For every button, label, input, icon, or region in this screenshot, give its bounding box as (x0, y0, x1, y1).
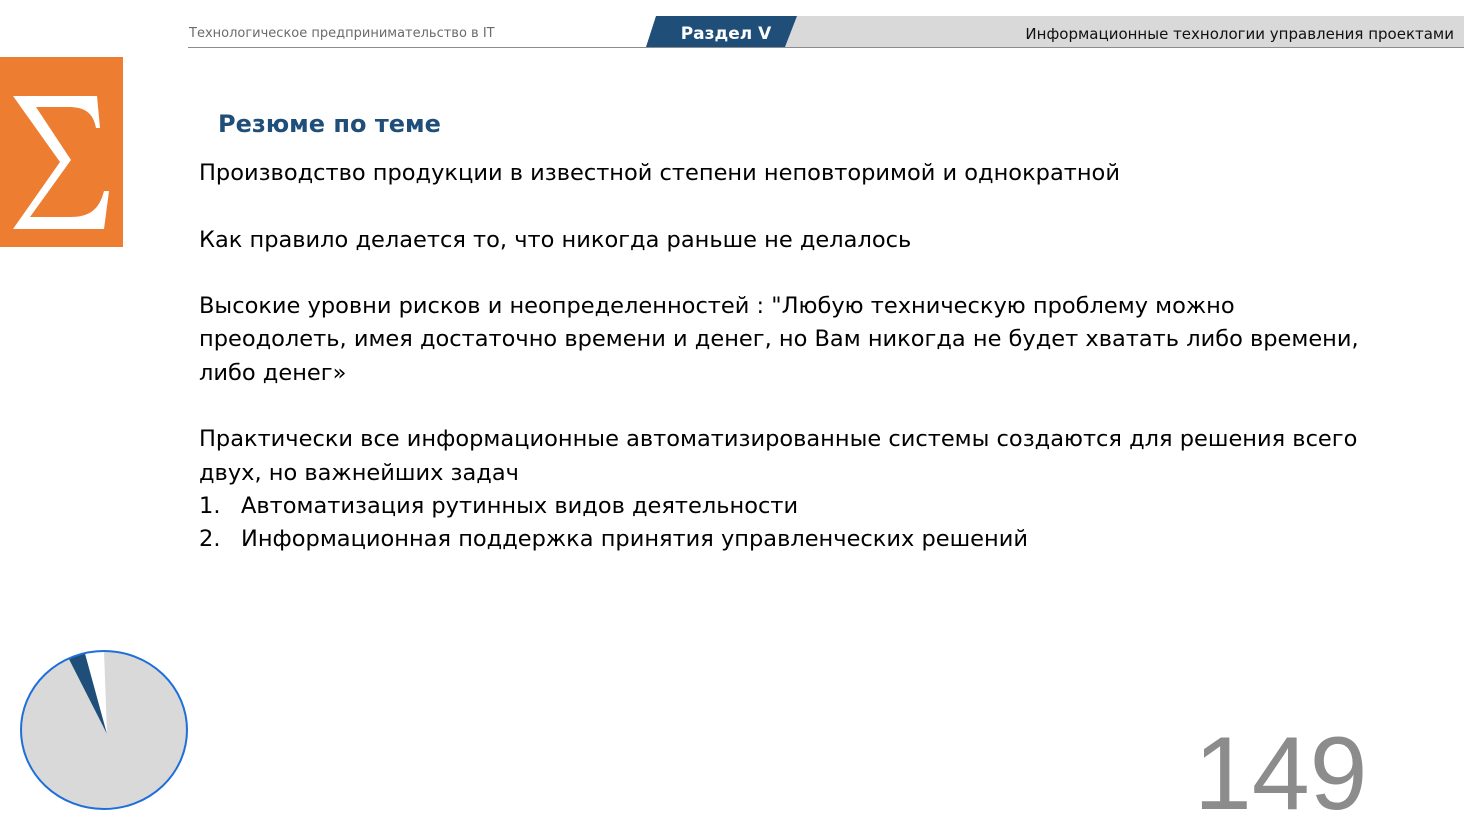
section-banner (646, 16, 1464, 47)
slide-content (199, 157, 1359, 557)
paragraph-systems: Практически все информационные автоматизированные системы создаются для решения всего двух, но важнейших задач (199, 426, 1358, 486)
section-label: Раздел V (680, 24, 772, 44)
header-divider (188, 47, 1464, 48)
paragraph-production: Производство продукции в известной степени неповторимой и однократной (199, 160, 1120, 186)
paragraph-novelty: Как правило делается то, что никогда раньше не делалось (199, 226, 912, 253)
paragraph-risks: Высокие уровни рисков и неопределенностей : "Любую техническую проблему можно преодолеть, имея достаточно времени и денег, но Вам никогда не будет хватать либо времени, либо денег» (199, 293, 1359, 386)
course-title: Технологическое предпринимательство в IT (189, 26, 495, 41)
list-item (199, 490, 1359, 523)
list-item-text: Информационная поддержка принятия управленческих решений (241, 526, 1028, 553)
list-item-text: Автоматизация рутинных видов деятельности (241, 492, 799, 519)
topic-title: Информационные технологии управления проектами (1025, 25, 1454, 43)
task-list (199, 490, 1359, 557)
pie-progress-icon (19, 650, 189, 812)
list-item-number: 2. (199, 526, 221, 553)
sigma-icon (0, 57, 123, 247)
slide-title: Резюме по теме (218, 110, 441, 138)
page-number: 149 (1194, 716, 1368, 819)
list-item (199, 523, 1359, 556)
list-item-number: 1. (199, 492, 221, 519)
